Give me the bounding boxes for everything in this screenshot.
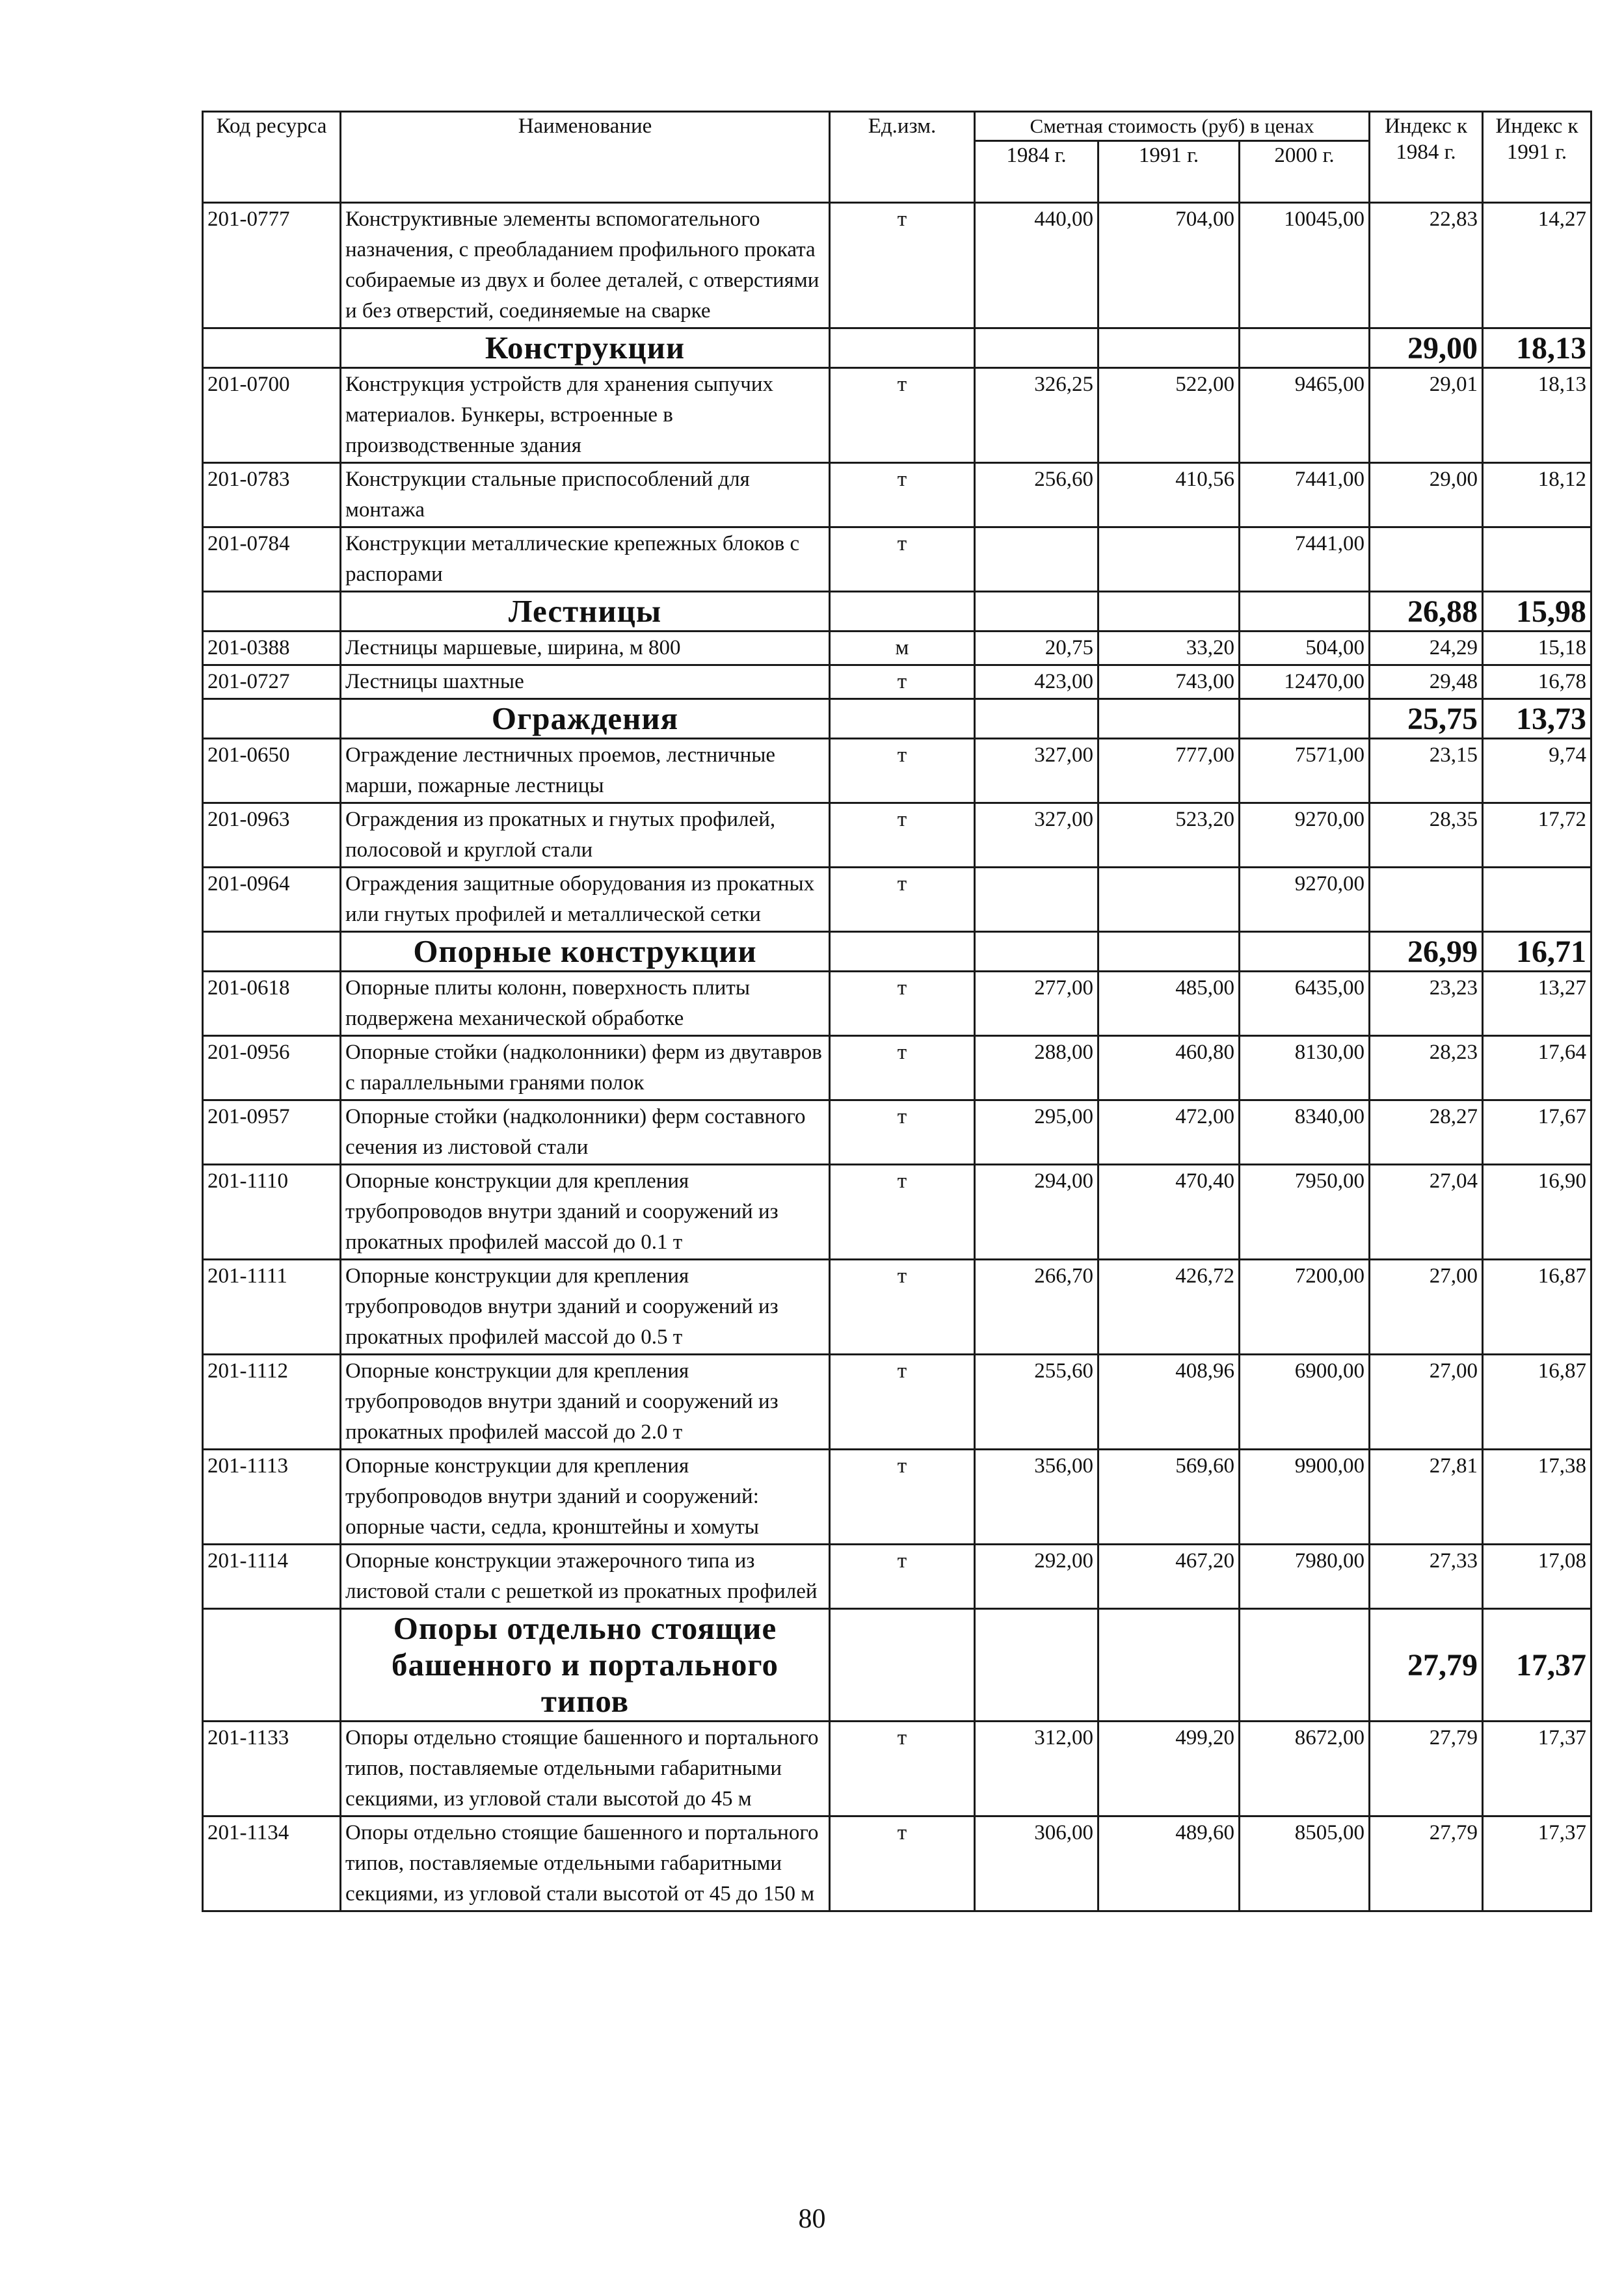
resource-code: 201-1133: [203, 1722, 341, 1816]
price-1991: [1098, 868, 1240, 932]
section-price-1991-cell: [1098, 592, 1240, 632]
index-1984: 28,23: [1370, 1036, 1483, 1100]
resource-name: Конструкции металлические крепежных блоков с распорами: [341, 527, 830, 592]
price-2000: 6435,00: [1240, 972, 1370, 1036]
table-row: [203, 1355, 1591, 1450]
table-row: [203, 1165, 1591, 1260]
price-2000: 8340,00: [1240, 1100, 1370, 1165]
price-2000: 9270,00: [1240, 868, 1370, 932]
price-2000: 7441,00: [1240, 463, 1370, 527]
resource-name: Конструкции стальные приспособлений для монтажа: [341, 463, 830, 527]
section-price-1991-cell: [1098, 932, 1240, 972]
section-title: Конструкции: [341, 328, 830, 368]
table-row: [203, 972, 1591, 1036]
unit-of-measure: т: [830, 1722, 975, 1816]
index-1984: [1370, 868, 1483, 932]
price-1991: 485,00: [1098, 972, 1240, 1036]
index-1984: 23,15: [1370, 739, 1483, 803]
price-1984: 423,00: [975, 665, 1098, 699]
price-1991: 523,20: [1098, 803, 1240, 868]
price-1984: 256,60: [975, 463, 1098, 527]
resource-code: 201-0963: [203, 803, 341, 868]
index-1991: 17,37: [1483, 1816, 1591, 1911]
table-body: [203, 203, 1591, 1911]
resource-price-table: [202, 111, 1592, 1912]
price-2000: 9270,00: [1240, 803, 1370, 868]
index-1991: 17,72: [1483, 803, 1591, 868]
resource-name: Опоры отдельно стоящие башенного и портального типов, поставляемые отдельными габаритными секциями, из угловой стали высотой до 45 м: [341, 1722, 830, 1816]
header-index-1984: Индекс к 1984 г.: [1370, 112, 1483, 203]
header-index-1991: Индекс к 1991 г.: [1483, 112, 1591, 203]
index-1991: 18,13: [1483, 368, 1591, 463]
unit-of-measure: м: [830, 632, 975, 665]
unit-of-measure: т: [830, 739, 975, 803]
section-price-1984-cell: [975, 592, 1098, 632]
index-1991: 16,87: [1483, 1260, 1591, 1355]
unit-of-measure: т: [830, 665, 975, 699]
index-1991: 17,37: [1483, 1722, 1591, 1816]
section-price-1991-cell: [1098, 328, 1240, 368]
index-1991: 17,38: [1483, 1450, 1591, 1545]
price-1984: 277,00: [975, 972, 1098, 1036]
price-2000: 8130,00: [1240, 1036, 1370, 1100]
price-2000: 8672,00: [1240, 1722, 1370, 1816]
section-title: Опоры отдельно стоящие башенного и портального типов: [341, 1609, 830, 1722]
index-1991: 17,67: [1483, 1100, 1591, 1165]
price-1984: 327,00: [975, 739, 1098, 803]
section-price-1991-cell: [1098, 699, 1240, 739]
index-1991: 16,87: [1483, 1355, 1591, 1450]
index-1984: 24,29: [1370, 632, 1483, 665]
price-1991: [1098, 527, 1240, 592]
section-code-cell: [203, 592, 341, 632]
resource-name: Опорные конструкции для крепления трубопроводов внутри зданий и сооружений из прокатных профилей массой до 0.5 т: [341, 1260, 830, 1355]
section-index-1991: 17,37: [1483, 1609, 1591, 1722]
resource-code: 201-0777: [203, 203, 341, 328]
section-price-2000-cell: [1240, 328, 1370, 368]
table-row: [203, 1450, 1591, 1545]
resource-code: 201-0957: [203, 1100, 341, 1165]
resource-name: Лестницы маршевые, ширина, м 800: [341, 632, 830, 665]
header-name: Наименование: [341, 112, 830, 203]
section-index-1984: 25,75: [1370, 699, 1483, 739]
section-index-1991: 13,73: [1483, 699, 1591, 739]
table-row: [203, 868, 1591, 932]
price-1991: 569,60: [1098, 1450, 1240, 1545]
table-row: [203, 739, 1591, 803]
index-1984: 27,33: [1370, 1545, 1483, 1609]
index-1991: 16,78: [1483, 665, 1591, 699]
resource-name: Лестницы шахтные: [341, 665, 830, 699]
resource-name: Опорные конструкции этажерочного типа из листовой стали с решеткой из прокатных профилей: [341, 1545, 830, 1609]
resource-name: Ограждения защитные оборудования из прокатных или гнутых профилей и металлической сетки: [341, 868, 830, 932]
price-2000: 7980,00: [1240, 1545, 1370, 1609]
unit-of-measure: т: [830, 972, 975, 1036]
resource-code: 201-1110: [203, 1165, 341, 1260]
price-1984: 266,70: [975, 1260, 1098, 1355]
section-index-1984: 27,79: [1370, 1609, 1483, 1722]
price-1984: 255,60: [975, 1355, 1098, 1450]
header-code: Код ресурса: [203, 112, 341, 203]
resource-name: Опорные конструкции для крепления трубопроводов внутри зданий и сооружений из прокатных профилей массой до 2.0 т: [341, 1355, 830, 1450]
section-code-cell: [203, 328, 341, 368]
price-1991: 460,80: [1098, 1036, 1240, 1100]
section-code-cell: [203, 1609, 341, 1722]
unit-of-measure: т: [830, 1450, 975, 1545]
section-row: [203, 699, 1591, 739]
section-price-2000-cell: [1240, 592, 1370, 632]
table-row: [203, 203, 1591, 328]
resource-name: Конструкция устройств для хранения сыпучих материалов. Бункеры, встроенные в производственные здания: [341, 368, 830, 463]
resource-code: 201-0964: [203, 868, 341, 932]
price-1984: 306,00: [975, 1816, 1098, 1911]
index-1984: 28,27: [1370, 1100, 1483, 1165]
section-row: [203, 592, 1591, 632]
unit-of-measure: т: [830, 527, 975, 592]
section-index-1984: 29,00: [1370, 328, 1483, 368]
section-row: [203, 328, 1591, 368]
section-price-2000-cell: [1240, 1609, 1370, 1722]
index-1991: 17,64: [1483, 1036, 1591, 1100]
index-1984: 27,81: [1370, 1450, 1483, 1545]
price-2000: 10045,00: [1240, 203, 1370, 328]
resource-name: Опоры отдельно стоящие башенного и портального типов, поставляемые отдельными габаритными секциями, из угловой стали высотой от 45 до 150 м: [341, 1816, 830, 1911]
price-1991: 489,60: [1098, 1816, 1240, 1911]
index-1984: 27,00: [1370, 1260, 1483, 1355]
index-1991: [1483, 868, 1591, 932]
resource-code: 201-1111: [203, 1260, 341, 1355]
unit-of-measure: т: [830, 1260, 975, 1355]
resource-code: 201-0388: [203, 632, 341, 665]
price-1984: 312,00: [975, 1722, 1098, 1816]
price-2000: 504,00: [1240, 632, 1370, 665]
resource-name: Ограждения из прокатных и гнутых профилей, полосовой и круглой стали: [341, 803, 830, 868]
unit-of-measure: т: [830, 1545, 975, 1609]
resource-code: 201-0618: [203, 972, 341, 1036]
resource-code: 201-0727: [203, 665, 341, 699]
price-1984: 292,00: [975, 1545, 1098, 1609]
section-price-1991-cell: [1098, 1609, 1240, 1722]
section-index-1991: 16,71: [1483, 932, 1591, 972]
resource-code: 201-0956: [203, 1036, 341, 1100]
price-1984: [975, 527, 1098, 592]
index-1984: 22,83: [1370, 203, 1483, 328]
resource-code: 201-1134: [203, 1816, 341, 1911]
header-year-2000: 2000 г.: [1240, 141, 1370, 203]
section-price-2000-cell: [1240, 699, 1370, 739]
section-unit-cell: [830, 328, 975, 368]
unit-of-measure: т: [830, 1165, 975, 1260]
unit-of-measure: т: [830, 203, 975, 328]
price-1984: 20,75: [975, 632, 1098, 665]
price-1984: [975, 868, 1098, 932]
index-1991: 15,18: [1483, 632, 1591, 665]
resource-name: Ограждение лестничных проемов, лестничные марши, пожарные лестницы: [341, 739, 830, 803]
table-row: [203, 463, 1591, 527]
section-row: [203, 1609, 1591, 1722]
price-2000: 7441,00: [1240, 527, 1370, 592]
table-row: [203, 1816, 1591, 1911]
unit-of-measure: т: [830, 868, 975, 932]
price-1991: 467,20: [1098, 1545, 1240, 1609]
table-row: [203, 803, 1591, 868]
price-2000: 7200,00: [1240, 1260, 1370, 1355]
header-year-1991: 1991 г.: [1098, 141, 1240, 203]
price-1984: 295,00: [975, 1100, 1098, 1165]
section-index-1991: 15,98: [1483, 592, 1591, 632]
resource-code: 201-0700: [203, 368, 341, 463]
section-title: Опорные конструкции: [341, 932, 830, 972]
resource-name: Опорные стойки (надколонники) ферм составного сечения из листовой стали: [341, 1100, 830, 1165]
price-1991: 472,00: [1098, 1100, 1240, 1165]
price-1984: 288,00: [975, 1036, 1098, 1100]
resource-code: 201-0650: [203, 739, 341, 803]
section-index-1984: 26,88: [1370, 592, 1483, 632]
section-index-1991: 18,13: [1483, 328, 1591, 368]
price-1991: 410,56: [1098, 463, 1240, 527]
price-1991: 408,96: [1098, 1355, 1240, 1450]
index-1984: 23,23: [1370, 972, 1483, 1036]
price-1991: 499,20: [1098, 1722, 1240, 1816]
table-row: [203, 1722, 1591, 1816]
resource-name: Опорные плиты колонн, поверхность плиты подвержена механической обработке: [341, 972, 830, 1036]
index-1984: 29,01: [1370, 368, 1483, 463]
price-1991: 522,00: [1098, 368, 1240, 463]
header-cost-group: Сметная стоимость (руб) в ценах: [975, 112, 1370, 141]
unit-of-measure: т: [830, 1355, 975, 1450]
section-unit-cell: [830, 592, 975, 632]
price-2000: 7950,00: [1240, 1165, 1370, 1260]
section-unit-cell: [830, 932, 975, 972]
price-2000: 9900,00: [1240, 1450, 1370, 1545]
unit-of-measure: т: [830, 1816, 975, 1911]
unit-of-measure: т: [830, 1036, 975, 1100]
index-1984: 29,00: [1370, 463, 1483, 527]
table-row: [203, 1036, 1591, 1100]
table-row: [203, 1545, 1591, 1609]
section-index-1984: 26,99: [1370, 932, 1483, 972]
price-1991: 470,40: [1098, 1165, 1240, 1260]
index-1991: 14,27: [1483, 203, 1591, 328]
table-row: [203, 632, 1591, 665]
section-unit-cell: [830, 699, 975, 739]
price-1984: 440,00: [975, 203, 1098, 328]
section-title: Лестницы: [341, 592, 830, 632]
resource-code: 201-1114: [203, 1545, 341, 1609]
index-1991: 18,12: [1483, 463, 1591, 527]
header-year-1984: 1984 г.: [975, 141, 1098, 203]
section-row: [203, 932, 1591, 972]
index-1984: 27,79: [1370, 1722, 1483, 1816]
price-2000: 6900,00: [1240, 1355, 1370, 1450]
price-1984: 294,00: [975, 1165, 1098, 1260]
unit-of-measure: т: [830, 803, 975, 868]
header-unit: Ед.изм.: [830, 112, 975, 203]
price-1984: 326,25: [975, 368, 1098, 463]
index-1984: 29,48: [1370, 665, 1483, 699]
resource-code: 201-1113: [203, 1450, 341, 1545]
resource-code: 201-0784: [203, 527, 341, 592]
section-code-cell: [203, 932, 341, 972]
price-2000: 9465,00: [1240, 368, 1370, 463]
table-row: [203, 1100, 1591, 1165]
index-1984: 28,35: [1370, 803, 1483, 868]
price-2000: 7571,00: [1240, 739, 1370, 803]
section-title: Ограждения: [341, 699, 830, 739]
resource-code: 201-1112: [203, 1355, 341, 1450]
price-1991: 743,00: [1098, 665, 1240, 699]
section-price-1984-cell: [975, 328, 1098, 368]
price-1984: 356,00: [975, 1450, 1098, 1545]
table-row: [203, 527, 1591, 592]
table-row: [203, 1260, 1591, 1355]
index-1991: 9,74: [1483, 739, 1591, 803]
section-price-1984-cell: [975, 699, 1098, 739]
table-row: [203, 665, 1591, 699]
section-unit-cell: [830, 1609, 975, 1722]
index-1984: 27,00: [1370, 1355, 1483, 1450]
price-1991: 777,00: [1098, 739, 1240, 803]
index-1991: 17,08: [1483, 1545, 1591, 1609]
resource-name: Опорные стойки (надколонники) ферм из двутавров с параллельными гранями полок: [341, 1036, 830, 1100]
price-2000: 12470,00: [1240, 665, 1370, 699]
price-1991: 33,20: [1098, 632, 1240, 665]
section-price-1984-cell: [975, 1609, 1098, 1722]
section-price-1984-cell: [975, 932, 1098, 972]
index-1991: 13,27: [1483, 972, 1591, 1036]
unit-of-measure: т: [830, 368, 975, 463]
index-1984: [1370, 527, 1483, 592]
index-1984: 27,79: [1370, 1816, 1483, 1911]
table-row: [203, 368, 1591, 463]
index-1984: 27,04: [1370, 1165, 1483, 1260]
resource-code: 201-0783: [203, 463, 341, 527]
index-1991: 16,90: [1483, 1165, 1591, 1260]
page-number: 80: [798, 2204, 826, 2234]
resource-name: Опорные конструкции для крепления трубопроводов внутри зданий и сооружений: опорные части, седла, кронштейны и хомуты: [341, 1450, 830, 1545]
section-code-cell: [203, 699, 341, 739]
index-1991: [1483, 527, 1591, 592]
resource-name: Конструктивные элементы вспомогательного назначения, с преобладанием профильного проката собираемые из двух и более деталей, с отверстиями и без отверстий, соединяемые на сварке: [341, 203, 830, 328]
price-1991: 704,00: [1098, 203, 1240, 328]
price-1991: 426,72: [1098, 1260, 1240, 1355]
resource-name: Опорные конструкции для крепления трубопроводов внутри зданий и сооружений из прокатных профилей массой до 0.1 т: [341, 1165, 830, 1260]
unit-of-measure: т: [830, 1100, 975, 1165]
section-price-2000-cell: [1240, 932, 1370, 972]
price-1984: 327,00: [975, 803, 1098, 868]
price-2000: 8505,00: [1240, 1816, 1370, 1911]
header-row-1: [203, 112, 1591, 141]
unit-of-measure: т: [830, 463, 975, 527]
